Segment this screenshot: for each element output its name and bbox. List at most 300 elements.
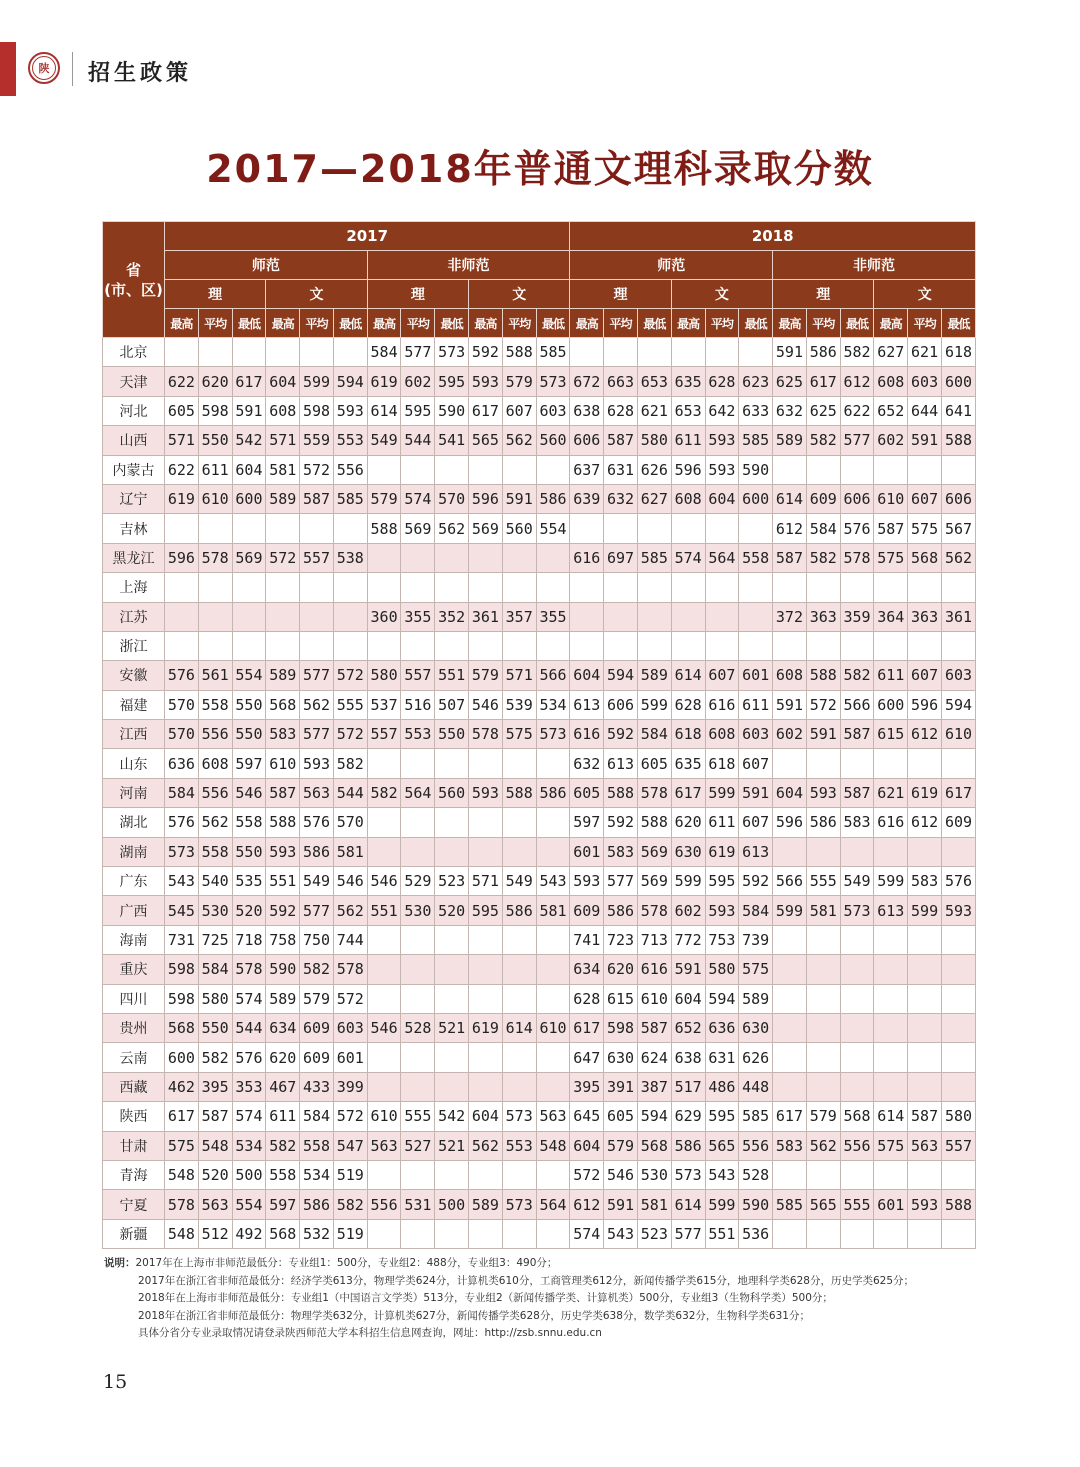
score-cell: 558 bbox=[198, 690, 232, 719]
score-cell: 529 bbox=[401, 867, 435, 896]
score-cell bbox=[300, 631, 334, 660]
score-cell: 563 bbox=[908, 1131, 942, 1160]
score-cell bbox=[536, 837, 570, 866]
score-cell: 399 bbox=[333, 1072, 367, 1101]
score-cell bbox=[806, 631, 840, 660]
score-cell: 599 bbox=[705, 778, 739, 807]
score-cell: 492 bbox=[232, 1219, 266, 1248]
stat-header: 最低 bbox=[435, 309, 469, 338]
score-cell: 653 bbox=[637, 367, 671, 396]
score-cell: 593 bbox=[705, 896, 739, 925]
score-cell bbox=[840, 837, 874, 866]
score-cell bbox=[300, 338, 334, 367]
score-cell: 603 bbox=[941, 661, 975, 690]
score-cell: 601 bbox=[570, 837, 604, 866]
score-cell: 577 bbox=[300, 661, 334, 690]
score-cell: 610 bbox=[637, 984, 671, 1013]
score-cell bbox=[367, 984, 401, 1013]
score-cell bbox=[266, 602, 300, 631]
score-cell bbox=[840, 1160, 874, 1189]
score-cell: 632 bbox=[570, 749, 604, 778]
score-cell: 570 bbox=[333, 808, 367, 837]
score-cell: 569 bbox=[469, 514, 503, 543]
score-cell: 546 bbox=[367, 867, 401, 896]
score-cell: 594 bbox=[604, 661, 638, 690]
type-header: 师范 bbox=[570, 251, 773, 280]
score-cell: 531 bbox=[401, 1190, 435, 1219]
score-cell: 610 bbox=[367, 1102, 401, 1131]
score-cell: 550 bbox=[232, 720, 266, 749]
score-cell: 616 bbox=[570, 543, 604, 572]
score-cell: 632 bbox=[773, 396, 807, 425]
track-header: 理 bbox=[773, 280, 874, 309]
score-cell: 585 bbox=[739, 1102, 773, 1131]
score-cell: 591 bbox=[604, 1190, 638, 1219]
score-cell: 556 bbox=[198, 778, 232, 807]
score-cell: 619 bbox=[165, 484, 199, 513]
score-cell bbox=[941, 631, 975, 660]
score-cell: 579 bbox=[300, 984, 334, 1013]
score-cell: 582 bbox=[333, 749, 367, 778]
score-cell bbox=[469, 925, 503, 954]
score-cell: 523 bbox=[435, 867, 469, 896]
score-cell: 628 bbox=[671, 690, 705, 719]
score-cell: 395 bbox=[198, 1072, 232, 1101]
score-cell: 610 bbox=[941, 720, 975, 749]
score-cell: 597 bbox=[266, 1190, 300, 1219]
score-cell bbox=[908, 573, 942, 602]
score-cell: 355 bbox=[401, 602, 435, 631]
score-cell bbox=[874, 1043, 908, 1072]
score-cell: 606 bbox=[604, 690, 638, 719]
score-cell: 563 bbox=[536, 1102, 570, 1131]
score-cell: 575 bbox=[502, 720, 536, 749]
score-cell bbox=[401, 1043, 435, 1072]
score-cell: 578 bbox=[637, 896, 671, 925]
score-cell bbox=[806, 1219, 840, 1248]
score-cell: 613 bbox=[739, 837, 773, 866]
section-title: 招生政策 bbox=[88, 61, 193, 86]
province-cell: 贵州 bbox=[103, 1013, 165, 1042]
score-cell: 586 bbox=[300, 837, 334, 866]
score-cell bbox=[671, 602, 705, 631]
header-divider bbox=[72, 52, 73, 86]
type-header: 非师范 bbox=[773, 251, 976, 280]
score-cell: 580 bbox=[198, 984, 232, 1013]
score-cell bbox=[840, 925, 874, 954]
score-cell bbox=[806, 749, 840, 778]
score-cell bbox=[367, 749, 401, 778]
score-cell bbox=[367, 1219, 401, 1248]
province-cell: 陕西 bbox=[103, 1102, 165, 1131]
score-cell bbox=[908, 837, 942, 866]
score-cell: 556 bbox=[367, 1190, 401, 1219]
score-cell: 560 bbox=[435, 778, 469, 807]
score-cell bbox=[198, 573, 232, 602]
type-header: 师范 bbox=[165, 251, 368, 280]
score-cell bbox=[165, 338, 199, 367]
table-row bbox=[103, 455, 976, 484]
score-cell: 627 bbox=[637, 484, 671, 513]
table-row bbox=[103, 867, 976, 896]
score-cell: 558 bbox=[739, 543, 773, 572]
score-cell: 636 bbox=[165, 749, 199, 778]
score-cell bbox=[874, 955, 908, 984]
score-cell: 614 bbox=[502, 1013, 536, 1042]
score-cell: 578 bbox=[198, 543, 232, 572]
score-cell: 609 bbox=[300, 1013, 334, 1042]
score-cell: 574 bbox=[232, 1102, 266, 1131]
score-cell: 629 bbox=[671, 1102, 705, 1131]
score-cell: 359 bbox=[840, 602, 874, 631]
score-cell: 556 bbox=[840, 1131, 874, 1160]
score-cell bbox=[773, 455, 807, 484]
table-row bbox=[103, 543, 976, 572]
score-cell: 567 bbox=[941, 514, 975, 543]
score-cell bbox=[941, 455, 975, 484]
score-cell: 500 bbox=[435, 1190, 469, 1219]
province-cell: 山东 bbox=[103, 749, 165, 778]
score-cell: 520 bbox=[198, 1160, 232, 1189]
score-cell: 553 bbox=[333, 426, 367, 455]
score-cell bbox=[367, 808, 401, 837]
score-cell bbox=[941, 573, 975, 602]
score-cell bbox=[941, 1160, 975, 1189]
score-cell: 619 bbox=[367, 367, 401, 396]
score-cell: 591 bbox=[232, 396, 266, 425]
score-cell: 545 bbox=[165, 896, 199, 925]
score-cell bbox=[502, 1043, 536, 1072]
score-cell bbox=[671, 338, 705, 367]
score-cell: 568 bbox=[637, 1131, 671, 1160]
score-cell: 611 bbox=[671, 426, 705, 455]
province-cell: 黑龙江 bbox=[103, 543, 165, 572]
score-cell bbox=[502, 543, 536, 572]
table-row bbox=[103, 1219, 976, 1248]
score-cell: 579 bbox=[367, 484, 401, 513]
score-cell: 590 bbox=[266, 955, 300, 984]
score-cell: 541 bbox=[435, 426, 469, 455]
score-cell: 581 bbox=[536, 896, 570, 925]
score-cell: 573 bbox=[840, 896, 874, 925]
year-header: 2018 bbox=[570, 222, 976, 251]
score-cell: 576 bbox=[840, 514, 874, 543]
score-cell: 622 bbox=[840, 396, 874, 425]
track-header: 文 bbox=[671, 280, 772, 309]
score-cell bbox=[401, 543, 435, 572]
track-header: 文 bbox=[469, 280, 570, 309]
province-cell: 安徽 bbox=[103, 661, 165, 690]
stat-header: 最低 bbox=[941, 309, 975, 338]
score-cell: 577 bbox=[840, 426, 874, 455]
score-cell: 616 bbox=[570, 720, 604, 749]
score-cell: 546 bbox=[469, 690, 503, 719]
score-cell bbox=[874, 573, 908, 602]
score-cell: 589 bbox=[266, 984, 300, 1013]
score-cell: 578 bbox=[840, 543, 874, 572]
score-cell bbox=[198, 338, 232, 367]
score-cell: 546 bbox=[333, 867, 367, 896]
score-cell: 610 bbox=[266, 749, 300, 778]
score-cell: 576 bbox=[165, 808, 199, 837]
score-cell: 549 bbox=[502, 867, 536, 896]
score-cell: 595 bbox=[469, 896, 503, 925]
score-cell: 599 bbox=[908, 896, 942, 925]
score-cell: 614 bbox=[367, 396, 401, 425]
score-cell: 613 bbox=[604, 749, 638, 778]
score-cell: 586 bbox=[806, 808, 840, 837]
score-cell bbox=[469, 1072, 503, 1101]
score-cell: 584 bbox=[367, 338, 401, 367]
score-cell: 589 bbox=[773, 426, 807, 455]
score-cell: 527 bbox=[401, 1131, 435, 1160]
score-cell bbox=[469, 955, 503, 984]
score-cell bbox=[536, 455, 570, 484]
score-cell: 598 bbox=[165, 984, 199, 1013]
score-cell: 534 bbox=[536, 690, 570, 719]
score-cell bbox=[637, 573, 671, 602]
score-cell: 558 bbox=[300, 1131, 334, 1160]
score-cell: 543 bbox=[536, 867, 570, 896]
stat-header: 最高 bbox=[570, 309, 604, 338]
score-cell bbox=[739, 573, 773, 602]
score-cell: 582 bbox=[840, 661, 874, 690]
score-cell: 557 bbox=[941, 1131, 975, 1160]
score-cell: 588 bbox=[502, 338, 536, 367]
score-cell: 568 bbox=[266, 1219, 300, 1248]
score-cell bbox=[502, 1072, 536, 1101]
score-cell: 593 bbox=[469, 367, 503, 396]
score-cell bbox=[874, 837, 908, 866]
score-cell bbox=[773, 1013, 807, 1042]
score-cell: 608 bbox=[705, 720, 739, 749]
score-cell bbox=[705, 573, 739, 602]
score-cell: 753 bbox=[705, 925, 739, 954]
score-cell bbox=[874, 925, 908, 954]
score-cell: 570 bbox=[435, 484, 469, 513]
score-cell bbox=[941, 984, 975, 1013]
score-cell: 577 bbox=[671, 1219, 705, 1248]
score-cell: 353 bbox=[232, 1072, 266, 1101]
score-cell: 636 bbox=[705, 1013, 739, 1042]
score-cell: 558 bbox=[198, 837, 232, 866]
note-line bbox=[104, 1290, 984, 1308]
score-cell bbox=[502, 955, 536, 984]
score-cell: 602 bbox=[401, 367, 435, 396]
score-cell: 363 bbox=[806, 602, 840, 631]
score-cell: 641 bbox=[941, 396, 975, 425]
score-cell: 614 bbox=[773, 484, 807, 513]
score-cell bbox=[908, 455, 942, 484]
score-cell: 575 bbox=[165, 1131, 199, 1160]
score-cell: 448 bbox=[739, 1072, 773, 1101]
score-cell: 520 bbox=[232, 896, 266, 925]
score-cell bbox=[401, 1219, 435, 1248]
score-cell: 543 bbox=[705, 1160, 739, 1189]
score-cell: 634 bbox=[570, 955, 604, 984]
province-cell: 北京 bbox=[103, 338, 165, 367]
table-row bbox=[103, 837, 976, 866]
stat-header: 平均 bbox=[604, 309, 638, 338]
score-cell: 569 bbox=[401, 514, 435, 543]
score-cell: 600 bbox=[232, 484, 266, 513]
score-cell: 723 bbox=[604, 925, 638, 954]
score-cell: 519 bbox=[333, 1160, 367, 1189]
score-cell bbox=[266, 573, 300, 602]
score-cell bbox=[604, 338, 638, 367]
score-cell: 626 bbox=[637, 455, 671, 484]
score-cell: 573 bbox=[502, 1190, 536, 1219]
score-cell: 519 bbox=[333, 1219, 367, 1248]
score-cell bbox=[435, 749, 469, 778]
score-cell: 605 bbox=[570, 778, 604, 807]
type-header: 非师范 bbox=[367, 251, 570, 280]
score-cell: 572 bbox=[333, 661, 367, 690]
score-cell: 572 bbox=[266, 543, 300, 572]
score-cell: 540 bbox=[198, 867, 232, 896]
table-row bbox=[103, 573, 976, 602]
score-cell bbox=[435, 808, 469, 837]
stat-header: 最高 bbox=[671, 309, 705, 338]
score-cell: 555 bbox=[401, 1102, 435, 1131]
score-cell: 578 bbox=[232, 955, 266, 984]
score-cell: 467 bbox=[266, 1072, 300, 1101]
score-cell bbox=[671, 514, 705, 543]
score-cell: 553 bbox=[401, 720, 435, 749]
table-row bbox=[103, 984, 976, 1013]
track-header: 理 bbox=[367, 280, 468, 309]
score-cell: 604 bbox=[232, 455, 266, 484]
score-cell: 578 bbox=[469, 720, 503, 749]
score-cell bbox=[300, 514, 334, 543]
score-cell: 507 bbox=[435, 690, 469, 719]
score-cell: 573 bbox=[536, 367, 570, 396]
score-cell bbox=[705, 338, 739, 367]
score-cell: 601 bbox=[874, 1190, 908, 1219]
score-cell: 548 bbox=[165, 1160, 199, 1189]
table-row bbox=[103, 1131, 976, 1160]
score-cell: 562 bbox=[435, 514, 469, 543]
score-cell: 599 bbox=[874, 867, 908, 896]
notes-block bbox=[104, 1255, 984, 1343]
province-cell: 内蒙古 bbox=[103, 455, 165, 484]
score-cell: 607 bbox=[908, 661, 942, 690]
score-cell bbox=[502, 573, 536, 602]
score-cell: 585 bbox=[773, 1190, 807, 1219]
score-cell: 599 bbox=[671, 867, 705, 896]
stat-header: 最高 bbox=[367, 309, 401, 338]
score-cell bbox=[604, 573, 638, 602]
score-cell bbox=[469, 455, 503, 484]
score-cell bbox=[435, 1043, 469, 1072]
stat-header: 平均 bbox=[401, 309, 435, 338]
province-cell: 湖南 bbox=[103, 837, 165, 866]
score-cell: 530 bbox=[198, 896, 232, 925]
score-cell bbox=[874, 1013, 908, 1042]
score-cell: 591 bbox=[773, 338, 807, 367]
score-cell bbox=[502, 455, 536, 484]
table-row bbox=[103, 925, 976, 954]
score-cell: 551 bbox=[705, 1219, 739, 1248]
score-cell: 572 bbox=[333, 984, 367, 1013]
province-cell: 河北 bbox=[103, 396, 165, 425]
score-cell bbox=[671, 573, 705, 602]
province-cell: 福建 bbox=[103, 690, 165, 719]
score-cell: 580 bbox=[941, 1102, 975, 1131]
score-cell bbox=[806, 573, 840, 602]
province-cell: 新疆 bbox=[103, 1219, 165, 1248]
score-cell bbox=[773, 837, 807, 866]
score-cell bbox=[874, 984, 908, 1013]
score-cell: 580 bbox=[367, 661, 401, 690]
score-cell: 520 bbox=[435, 896, 469, 925]
score-cell: 549 bbox=[300, 867, 334, 896]
score-cell bbox=[908, 631, 942, 660]
score-cell bbox=[941, 925, 975, 954]
score-cell: 563 bbox=[367, 1131, 401, 1160]
score-cell: 562 bbox=[502, 426, 536, 455]
score-cell: 550 bbox=[232, 837, 266, 866]
score-cell: 611 bbox=[705, 808, 739, 837]
score-cell: 556 bbox=[739, 1131, 773, 1160]
score-cell: 587 bbox=[840, 720, 874, 749]
province-cell: 河南 bbox=[103, 778, 165, 807]
score-cell: 598 bbox=[198, 396, 232, 425]
score-cell: 534 bbox=[300, 1160, 334, 1189]
score-cell: 581 bbox=[637, 1190, 671, 1219]
score-cell bbox=[941, 1072, 975, 1101]
score-cell: 619 bbox=[908, 778, 942, 807]
score-cell: 613 bbox=[874, 896, 908, 925]
score-cell bbox=[874, 631, 908, 660]
score-cell: 617 bbox=[941, 778, 975, 807]
score-cell: 572 bbox=[333, 1102, 367, 1131]
score-cell: 588 bbox=[806, 661, 840, 690]
score-cell: 575 bbox=[874, 543, 908, 572]
score-cell bbox=[502, 1219, 536, 1248]
score-cell bbox=[705, 514, 739, 543]
stat-header: 平均 bbox=[705, 309, 739, 338]
province-cell: 宁夏 bbox=[103, 1190, 165, 1219]
score-cell bbox=[806, 1072, 840, 1101]
score-cell: 568 bbox=[840, 1102, 874, 1131]
score-cell: 617 bbox=[773, 1102, 807, 1131]
score-cell: 605 bbox=[637, 749, 671, 778]
score-cell: 547 bbox=[333, 1131, 367, 1160]
note-text: 具体分省分专业录取情况请登录陕西师范大学本科招生信息网查询，网址：http://zsb.snnu.edu.cn bbox=[138, 1327, 602, 1339]
score-cell bbox=[874, 1160, 908, 1189]
score-cell: 564 bbox=[536, 1190, 570, 1219]
score-cell: 584 bbox=[165, 778, 199, 807]
score-cell bbox=[637, 514, 671, 543]
score-cell bbox=[773, 1219, 807, 1248]
score-cell: 625 bbox=[806, 396, 840, 425]
province-cell: 青海 bbox=[103, 1160, 165, 1189]
score-cell bbox=[570, 602, 604, 631]
score-cell: 579 bbox=[806, 1102, 840, 1131]
table-row bbox=[103, 1043, 976, 1072]
score-cell: 575 bbox=[908, 514, 942, 543]
stat-header: 最高 bbox=[266, 309, 300, 338]
score-cell: 597 bbox=[570, 808, 604, 837]
score-cell bbox=[874, 1072, 908, 1101]
score-cell bbox=[367, 1160, 401, 1189]
score-cell bbox=[840, 631, 874, 660]
score-cell bbox=[469, 837, 503, 866]
score-cell: 546 bbox=[604, 1160, 638, 1189]
score-cell: 631 bbox=[604, 455, 638, 484]
track-header: 理 bbox=[570, 280, 671, 309]
